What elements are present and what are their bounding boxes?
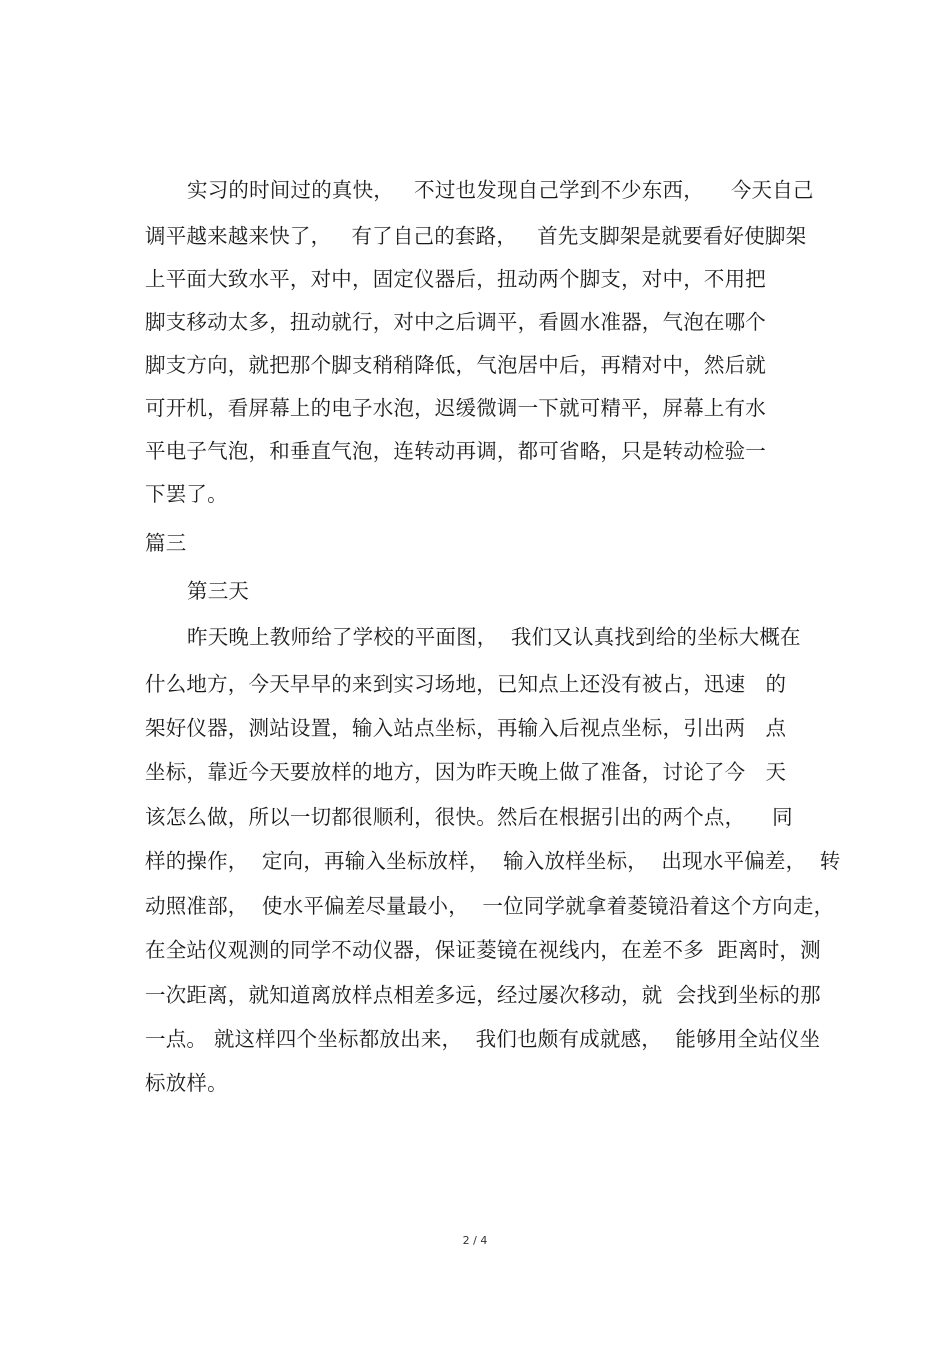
paragraph2-line-11: 标放样。 [145,1071,228,1095]
paragraph2-line-9: 一次距离，就知道离放样点相差多远，经过屡次移动，就 会找到坐标的那 [145,983,821,1007]
paragraph1-line-4: 脚支移动太多，扭动就行，对中之后调平，看圆水准器，气泡在哪个 [145,310,766,334]
paragraph1-line-5: 脚支方向，就把那个脚支稍稍降低，气泡居中后，再精对中，然后就 [145,353,766,377]
section-title: 篇三 [145,531,187,555]
paragraph2-line-3: 架好仪器，测站设置，输入站点坐标，再输入后视点坐标，引出两 点 [145,716,787,740]
paragraph1-line-7: 平电子气泡，和垂直气泡，连转动再调，都可省略，只是转动检验一 [145,439,766,463]
paragraph2-line-5: 该怎么做，所以一切都很顺利，很快。然后在根据引出的两个点， 同 [145,805,793,829]
top-cut-text [145,131,352,149]
paragraph1-line-2: 调平越来越来快了， 有了自己的套路， 首先支脚架是就要看好使脚架 [145,224,807,248]
paragraph2-line-1: 昨天晚上教师给了学校的平面图， 我们又认真找到给的坐标大概在 [187,625,801,649]
paragraph1-line-8: 下罢了。 [145,482,228,506]
page-number: 2 / 4 [462,1234,488,1247]
paragraph1-line-1: 实习的时间过的真快， 不过也发现自己学到不少东西， 今天自己 [187,178,814,202]
paragraph2-line-10: 一点。 就这样四个坐标都放出来， 我们也颇有成就感， 能够用全站仪坐 [145,1027,821,1051]
day-title: 第三天 [187,579,250,603]
paragraph2-line-6: 样的操作， 定向，再输入坐标放样， 输入放样坐标， 出现水平偏差， 转 [145,849,841,873]
paragraph1-line-6: 可开机，看屏幕上的电子水泡，迟缓微调一下就可精平，屏幕上有水 [145,396,766,420]
paragraph2-line-2: 什么地方，今天早早的来到实习场地，已知点上还没有被占，迅速 的 [145,672,787,696]
paragraph2-line-7: 动照准部， 使水平偏差尽量最小， 一位同学就拿着菱镜沿着这个方向走， [145,894,835,918]
paragraph2-line-4: 坐标，靠近今天要放样的地方，因为昨天晚上做了准备，讨论了今 天 [145,760,787,784]
paragraph2-line-8: 在全站仪观测的同学不动仪器，保证菱镜在视线内，在差不多 距离时，测 [145,938,821,962]
paragraph1-line-3: 上平面大致水平，对中，固定仪器后，扭动两个脚支，对中，不用把 [145,267,766,291]
